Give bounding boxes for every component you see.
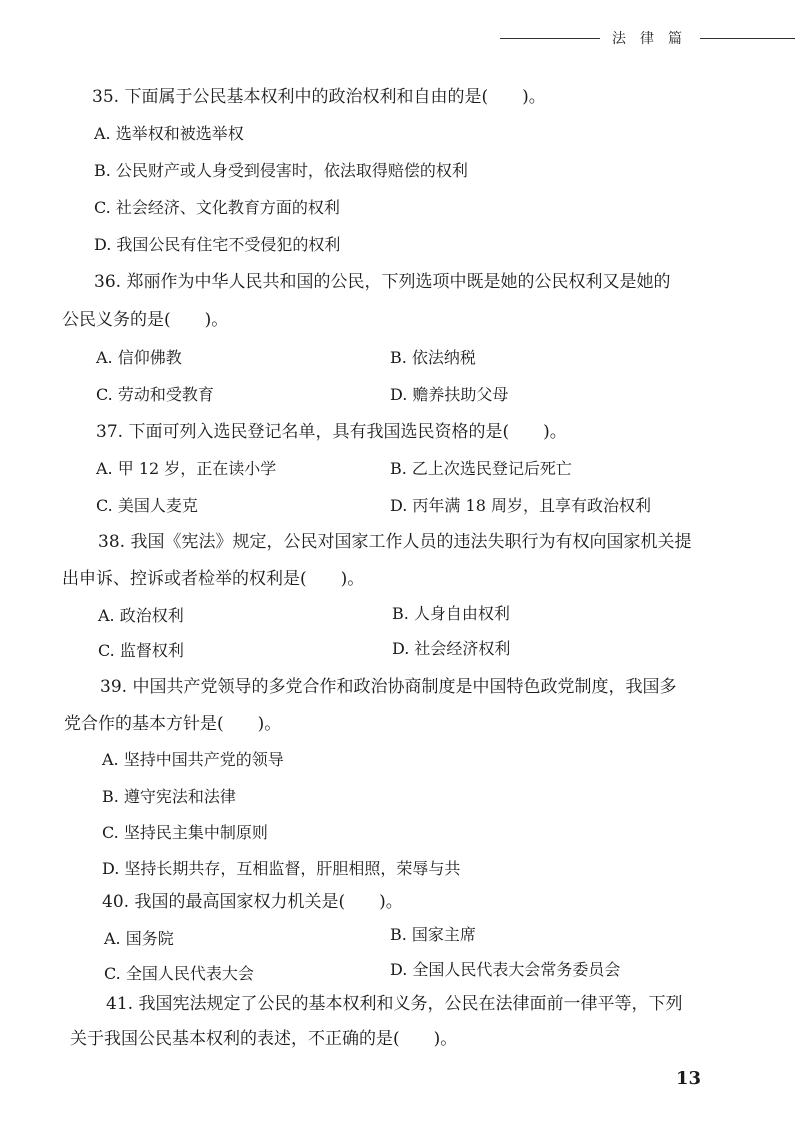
question-40-option-a: A. 国务院 bbox=[104, 929, 174, 948]
question-41-stem-line1: 41. 我国宪法规定了公民的基本权利和义务，公民在法律面前一律平等，下列 bbox=[106, 994, 683, 1014]
question-36-option-d: D. 赡养扶助父母 bbox=[390, 385, 509, 404]
question-39-option-a: A. 坚持中国共产党的领导 bbox=[102, 750, 284, 769]
question-36-option-a: A. 信仰佛教 bbox=[96, 348, 182, 367]
question-35-option-a: A. 选举权和被选举权 bbox=[94, 124, 244, 143]
question-37-option-b: B. 乙上次选民登记后死亡 bbox=[390, 459, 572, 478]
question-38-option-c: C. 监督权利 bbox=[98, 641, 184, 660]
question-39-stem-line1: 39. 中国共产党领导的多党合作和政治协商制度是中国特色政党制度，我国多 bbox=[100, 677, 677, 697]
question-36-stem-line1: 36. 郑丽作为中华人民共和国的公民，下列选项中既是她的公民权利又是她的 bbox=[94, 272, 671, 292]
question-36-stem-line2: 公民义务的是( )。 bbox=[62, 310, 229, 330]
question-37-option-a: A. 甲 12 岁，正在读小学 bbox=[96, 459, 277, 478]
question-40-option-d: D. 全国人民代表大会常务委员会 bbox=[390, 960, 621, 979]
running-header bbox=[500, 28, 795, 48]
question-39-option-b: B. 遵守宪法和法律 bbox=[102, 787, 236, 806]
question-41-stem-line2: 关于我国公民基本权利的表述，不正确的是( )。 bbox=[70, 1029, 458, 1049]
question-38-stem-line2: 出申诉、控诉或者检举的权利是( )。 bbox=[62, 569, 365, 589]
question-37-stem: 37. 下面可列入选民登记名单，具有我国选民资格的是( )。 bbox=[96, 422, 567, 442]
question-35-option-d: D. 我国公民有住宅不受侵犯的权利 bbox=[94, 235, 341, 254]
question-39-option-d: D. 坚持长期共存，互相监督，肝胆相照，荣辱与共 bbox=[102, 859, 461, 878]
question-37-option-c: C. 美国人麦克 bbox=[96, 496, 198, 515]
header-title: 法律篇 bbox=[612, 31, 696, 47]
header-rule-right bbox=[700, 38, 795, 39]
question-38-option-a: A. 政治权利 bbox=[98, 606, 184, 625]
question-35-option-c: C. 社会经济、文化教育方面的权利 bbox=[94, 198, 340, 217]
question-39-stem-line2: 党合作的基本方针是( )。 bbox=[64, 714, 282, 734]
page-number: 13 bbox=[676, 1068, 702, 1089]
question-35-option-b: B. 公民财产或人身受到侵害时，依法取得赔偿的权利 bbox=[94, 161, 468, 180]
question-40-option-b: B. 国家主席 bbox=[390, 925, 476, 944]
question-38-stem-line1: 38. 我国《宪法》规定，公民对国家工作人员的违法失职行为有权向国家机关提 bbox=[98, 532, 692, 552]
question-39-option-c: C. 坚持民主集中制原则 bbox=[102, 823, 268, 842]
question-40-stem: 40. 我国的最高国家权力机关是( )。 bbox=[102, 892, 403, 912]
question-38-option-d: D. 社会经济权利 bbox=[392, 639, 511, 658]
question-36-option-b: B. 依法纳税 bbox=[390, 348, 476, 367]
question-40-option-c: C. 全国人民代表大会 bbox=[104, 964, 254, 983]
header-rule-left bbox=[500, 38, 600, 39]
question-37-option-d: D. 丙年满 18 周岁，且享有政治权利 bbox=[390, 496, 651, 515]
question-36-option-c: C. 劳动和受教育 bbox=[96, 385, 214, 404]
question-35-stem: 35. 下面属于公民基本权利中的政治权利和自由的是( )。 bbox=[92, 87, 546, 107]
question-38-option-b: B. 人身自由权利 bbox=[392, 604, 510, 623]
